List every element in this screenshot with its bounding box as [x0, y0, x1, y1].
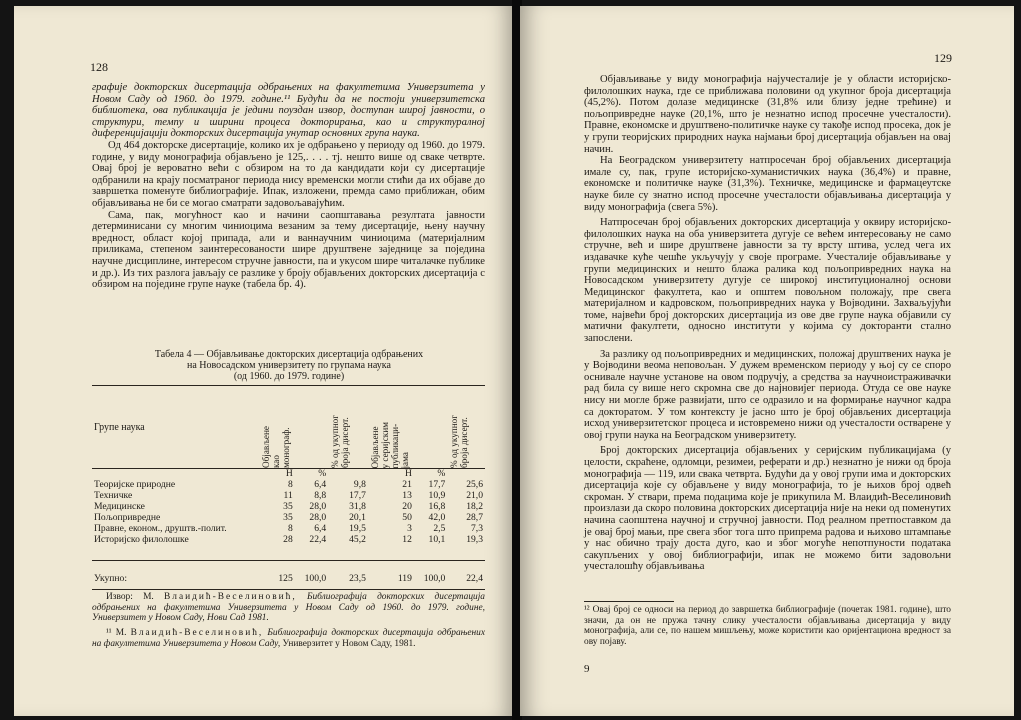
table-row: Историјско филолошке 28 22,4 45,2 12 10,1 19,3 — [94, 534, 483, 545]
left-footnote: ¹¹ М. Влаидић-Веселиновић, Библиографија докторских дисертација одбрањених на факултетима Универзитета у Новом Саду, Универзитет у Новом Саду, 1981. — [92, 628, 486, 649]
footnote-rule — [584, 601, 674, 602]
table-caption-line-1: Табела 4 — Објављивање докторских дисертација одбрањених — [154, 349, 424, 360]
right-footnote: ¹² Овај број се односи на период до завршетка библиографије (почетак 1981. године), што значи, да он не пружа тачну слику учесталости објављивања дисертација у виду монографија, али се, по нашем мишљењу, може користити као оријентациона вредност за ову појаву. — [584, 605, 951, 647]
left-paragraph-3: Сама, пак, могућност као и начини саопштавања резултата јавности детерминисани су многим чиниоцима везаним за тему дисертације, њену научну вредност, област којој припада, али и ваннаучним чиниоцима (материјалним приликама, степеном заинтересованости шире друштвене заједнице за поједина научне дисциплине, интересом стручне јавности, па и укусом шире читалачке публике и др.). Из тих разлога јављају се разлике у броју објављених докторских дисертација с обзиром на поједине групе науке (табела бр. 4). — [92, 209, 485, 291]
right-paragraph-1: Објављивање у виду монографија најучесталије је у области историјско-филолошких наука, где се приближава половини од укупног броја дисертација (45,2%). Потом долазе медицинске (31,8% или близу једне трећине) и пољопривредне науке (20,1%, што је незнатно испод просечне учесталости). Правне, економске и друштвено-политичке науке су такође испод просека, док је у групи теоријских природних наука најмањи број дисертација објављен на овај начин. — [584, 74, 951, 155]
right-paragraph-5: Број докторских дисертација објављених у серијским публикацијама (у целости, скраћене, одломци, резимеи, реферати и др.) незнатно је нижи од броја монографија — 119, или свака четврта. Будући да у овој групи има и докторских дисертација које су објављене у виду монографија, то је њихов број одвећ скроман. У ствари, према подацима које је прикупила М. Влаидић-Веселиновић произлази да скоро половина докторских дисертација није на неки од поменутих начина саопштена научној и стручној јавности. Под реалном претпоставком да је овај број мањи, пре свега због тога што припрема радова и њихово штампање у нас обично трају доста дуго, као и због могуће непотпуности података сакупљених у овој библиографији, ипак не можемо бити задовољни учесталошћу објављивања — [584, 445, 951, 573]
table-source: Извор: М. Влаидић-Веселиновић, Библиографија докторских дисертација одбрањених на факултетима Универзитета у Новом Саду од 1960. до 1979. године, Универзитет у Новом Саду, Нови Сад 1981. — [92, 592, 485, 624]
left-page — [14, 6, 514, 716]
table-row: Пољопривредне 35 28,0 20,1 50 42,0 28,7 — [94, 512, 483, 523]
right-body-text — [584, 74, 951, 573]
table-row: Теоријске природне 8 6,4 9,8 21 17,7 25,6 — [94, 479, 483, 490]
left-body-text — [92, 82, 485, 291]
unit-pct-2: % — [437, 468, 446, 479]
col-header-serial: Објављене у серијским публикаци- јама — [369, 421, 410, 468]
right-paragraph-3: Натпросечан број објављених докторских дисертација у оквиру историјско-филолошких наука на оба универзитета дугује се већем интересовању не само стручне, већ и шире друштвене јавности за ту врсту штива, услед чега их издавачке куће чешће укључују у своје програме. Учесталије објављивање у групи медицинских и нешто блажа ралика код пољопривредних наука на Новосадском универзитету дугује се широкој институционалној основи Медицинског факултета, као и општем повољном положају, пре свега материјалном и кадровском, пољопривредних наука у Војводини. Захваљујући томе, највећи број докторских дисертација из ове две групе наука објавили су матични факултети, односно институти у којима су докторанти стално запослени. — [584, 217, 951, 345]
left-paragraph-2: Од 464 докторске дисертације, колико их је одбрањено у периоду од 1960. до 1979. године, у виду монографија објављено је 125,. . . . тј. нешто више од сваке четврте. Овај број је вероватно већи с обзиром на то да кандидати који су дисертације одбранили на крају посматраног периода нису временски могли стићи да их објаве до завршетка поменуте библиографије. Ипак, изложени, премда само приближан, обим објављивања не би се могао сматрати задовољавајућим. — [92, 139, 485, 209]
table-4 — [92, 386, 485, 584]
unit-n-2: Н — [404, 468, 412, 479]
col-header-pct-1: % од укупног броја дисерт. — [330, 415, 351, 468]
right-page — [520, 6, 1014, 716]
table-caption — [114, 349, 464, 382]
table-caption-line-2: на Новосадском универзитету по групама наука — [187, 360, 391, 371]
right-paragraph-2: На Београдском универзитету натпросечан број објављених дисертација имале су, пак, групе историјско-хуманистичких наука (36,4%) и правне, економске и политичке науке (31,3%). Техничке, медицинске и фармацеутске науке биле су знатно испод просечне учесталости објављивања дисертација у виду монографија (свега 5%). — [584, 155, 951, 213]
table-row: Техничке 11 8,8 17,7 13 10,9 21,0 — [94, 490, 483, 501]
table-total-row: Укупно: 125 100,0 23,5 119 100,0 22,4 — [94, 573, 483, 584]
table-row: Медицинске 35 28,0 31,8 20 16,8 18,2 — [94, 501, 483, 512]
table-header-row — [92, 386, 485, 468]
right-paragraph-4: За разлику од пољопривредних и медицинских, положај друштвених наука је у Војводини веома неповољан. У дужем временском периоду у њој су се споро оснивале научне установе на овом подручју, а средства за научноистраживачки рад била су више него скромна све до најновијег периода. Отуда се ове науке нису ни могле брже развијати, што се одразило и на формирање научног кадра са докторатом. У том контексту је јасно што је број објављених дисертација исход универзитетског процеса и истовремено нижи од учесталости остварене у овој групи наука на Београдском универзитету. — [584, 348, 951, 441]
signature-mark: 9 — [584, 663, 590, 675]
unit-n-1: Н — [285, 468, 293, 479]
left-paragraph-1: графије докторских дисертација одбрањених на факултетима Универзитета у Новом Саду од 1960. до 1979. године.¹¹ Будући да не постоји универзитетска библиотека, ова публикација је једини поуздан извор, доступан широј јавности, о структури, темпу и ширини процеса докторирања, као и структуралној диференцијацији докторских дисертација унутар основних група наука. — [92, 82, 485, 140]
col-header-pct-2: % од укупног броја дисерт. — [449, 415, 470, 468]
table-units-row — [92, 468, 485, 479]
table-row: Правне, економ., друштв.-полит. 8 6,4 19,5 3 2,5 7,3 — [94, 523, 483, 534]
col-header-groups: Групе наука — [94, 421, 145, 433]
page-number-right: 129 — [934, 51, 952, 65]
unit-pct-1: % — [318, 468, 327, 479]
col-header-monographs: Објављене као монограф. — [261, 425, 292, 468]
table-bottom-rule — [92, 589, 485, 590]
page-number-left: 128 — [90, 60, 108, 74]
table-caption-line-3: (од 1960. до 1979. године) — [233, 371, 345, 382]
